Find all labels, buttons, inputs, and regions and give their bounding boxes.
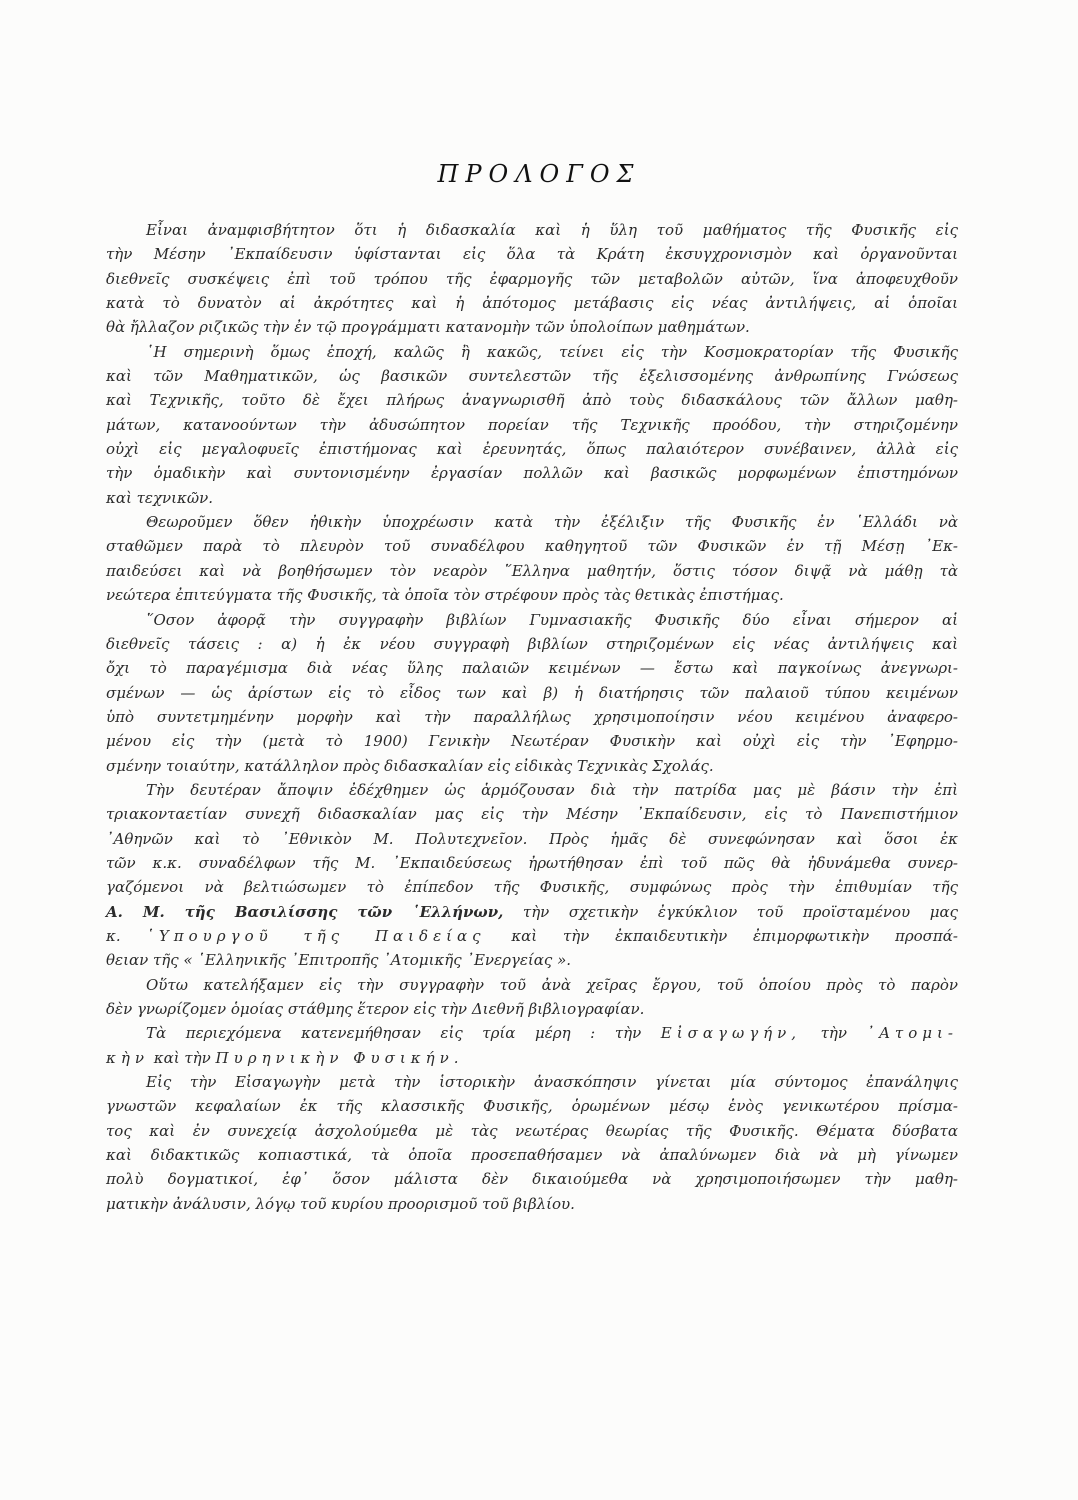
text-line: Εἶναι ἀναμφισβήτητον ὅτι ἡ διδασκαλία καὶ ἡ ὕλη τοῦ μαθήματος τῆς Φυσικῆς εἰς — [146, 221, 958, 239]
text-line: Εἰς τὴν Εἰσαγωγὴν μετὰ τὴν ἱστορικὴν ἀνασκόπησιν γίνεται μία σύντομος ἐπανάληψις — [146, 1073, 958, 1092]
text-line: ὄχι τὸ παραγέμισμα διὰ νέας ὕλης παλαιῶν κειμένων — ἔστω καὶ παγκοίνως ἀνεγνωρι- — [106, 659, 958, 678]
text-line: σμένην τοιαύτην, κατάλληλον πρὸς διδασκαλίαν εἰς εἰδικὰς Τεχνικὰς Σχολάς. — [106, 756, 714, 775]
preface-body — [106, 218, 958, 1216]
text-line: μάτων, κατανοούντων τὴν ἀδυσώπητον πορείαν τῆς Τεχνικῆς προόδου, τὴν στηριζομένην — [106, 415, 958, 434]
text-line: σμένων — ὡς ἀρίστων εἰς τὸ εἶδος των καὶ β) ἡ διατήρησις τῶν παλαιοῦ τύπου κειμένων — [106, 683, 958, 702]
text-line: ῾Η σημερινὴ ὅμως ἐποχή, καλῶς ἢ κακῶς, τείνει εἰς τὴν Κοσμοκρατορίαν τῆς Φυσικῆς — [146, 342, 958, 361]
text-line: Θεωροῦμεν ὅθεν ἠθικὴν ὑποχρέωσιν κατὰ τὴν ἐξέλιξιν τῆς Φυσικῆς ἐν ῾Ελλάδι νὰ — [146, 513, 958, 532]
part-introduction: Εἰσαγωγήν, — [660, 1024, 802, 1043]
queen-line-rest: τὴν σχετικὴν ἐγκύκλιον τοῦ προϊσταμένου μας — [522, 902, 958, 921]
text-line — [106, 900, 958, 924]
ministry-line-rest: καὶ τὴν ἐκπαιδευτικὴν ἐπιμορφωτικὴν προσπά- — [511, 926, 958, 945]
text-line: ματικὴν ἀνάλυσιν, λόγῳ τοῦ κυρίου προορισμοῦ τοῦ βιβλίου. — [106, 1194, 575, 1213]
parts-line-joiner: καὶ τὴν — [153, 1048, 211, 1067]
part-nuclear: Πυρηνικὴν Φυσικήν. — [215, 1048, 464, 1067]
text-line: τὴν Μέσην ᾿Εκπαίδευσιν ὑφίστανται εἰς ὅλα τὰ Κράτη ἐκσυγχρονισμὸν καὶ ὀργανοῦνται — [106, 245, 958, 264]
text-line: θὰ ἤλλαζον ριζικῶς τὴν ἐν τῷ προγράμματι κατανομὴν τῶν ὑπολοίπων μαθημάτων. — [106, 318, 750, 337]
ministry-prefix: κ. — [106, 926, 121, 945]
text-line: κατὰ τὸ δυνατὸν αἱ ἀκρότητες καὶ ἡ ἀπότομος μετάβασις εἰς νέας ἀντιλήψεις, αἱ ὁποῖαι — [106, 294, 958, 313]
text-line: καὶ τεχνικῶν. — [106, 488, 214, 507]
text-line — [106, 1046, 958, 1070]
parts-line-start: Τὰ περιεχόμενα κατενεμήθησαν εἰς τρία μέρη : τὴν — [146, 1024, 642, 1043]
text-line: θειαν τῆς « ῾Ελληνικῆς ᾿Επιτροπῆς ᾿Ατομικῆς ᾿Ενεργείας ». — [106, 951, 572, 970]
text-line: ὑπὸ συντετμημένην μορφὴν καὶ τὴν παραλλήλως χρησιμοποίησιν νέου κειμένου ἀναφερο- — [106, 707, 958, 726]
text-line: πολὺ δογματικοί, ἐφ᾿ ὅσον μάλιστα δὲν δικαιούμεθα νὰ χρησιμοποιήσωμεν τὴν μαθη- — [106, 1170, 958, 1189]
page-title: ΠΡΟΛΟΓΟΣ — [437, 160, 641, 188]
text-line: Τὴν δευτέραν ἄποψιν ἐδέχθημεν ὡς ἁρμόζουσαν διὰ τὴν πατρίδα μας μὲ βάσιν τὴν ἐπὶ — [146, 780, 958, 799]
part-atomic-end: κὴν — [106, 1048, 149, 1067]
text-line: διεθνεῖς τάσεις : α) ἡ ἐκ νέου συγγραφὴ βιβλίων στηριζομένων εἰς νέας ἀντιλήψεις καὶ — [106, 634, 958, 653]
text-line: τῶν κ.κ. συναδέλφων τῆς Μ. ᾿Εκπαιδεύσεως ἠρωτήθησαν ἐπὶ τοῦ πῶς θὰ ἠδυνάμεθα συνερ- — [106, 853, 958, 872]
text-line: ῞Οσον ἀφορᾷ τὴν συγγραφὴν βιβλίων Γυμνασιακῆς Φυσικῆς δύο εἶναι σήμερον αἱ — [146, 610, 958, 629]
text-line — [106, 1021, 958, 1045]
queen-title: Α. Μ. τῆς Βασιλίσσης τῶν ῾Ελλήνων, — [106, 902, 504, 921]
text-line: καὶ Τεχνικῆς, τοῦτο δὲ ἔχει πλήρως ἀναγνωρισθῆ ἀπὸ τοὺς διδασκάλους τῶν ἄλλων μαθη- — [106, 391, 958, 410]
part-atomic: ᾿Ατομι- — [866, 1024, 958, 1043]
text-line: τος καὶ ἐν συνεχείᾳ ἀσχολούμεθα μὲ τὰς νεωτέρας θεωρίας τῆς Φυσικῆς. Θέματα δύσβατα — [106, 1121, 958, 1140]
text-line: τὴν ὁμαδικὴν καὶ συντονισμένην ἐργασίαν πολλῶν καὶ βασικῶς μορφωμένων ἐπιστημόνων — [106, 464, 958, 483]
text-line: γαζόμενοι νὰ βελτιώσωμεν τὸ ἐπίπεδον τῆς Φυσικῆς, συμφώνως πρὸς τὴν ἐπιθυμίαν τῆς — [106, 878, 958, 897]
text-line: διεθνεῖς συσκέψεις ἐπὶ τοῦ τρόπου τῆς ἐφαρμογῆς τῶν μεταβολῶν αὐτῶν, ἵνα ἀποφευχθοῦν — [106, 269, 958, 288]
text-line: οὐχὶ εἰς μεγαλοφυεῖς ἐπιστήμονας καὶ ἐρευνητάς, ὅπως παλαιότερον συνέβαινεν, ἀλλὰ εἰς — [106, 440, 958, 459]
text-line: γνωστῶν κεφαλαίων ἐκ τῆς κλασσικῆς Φυσικῆς, ὁρωμένων μέσῳ ἑνὸς γενικωτέρου πρίσμα- — [106, 1097, 958, 1116]
text-line: σταθῶμεν παρὰ τὸ πλευρὸν τοῦ συναδέλφου καθηγητοῦ τῶν Φυσικῶν ἐν τῇ Μέσῃ ᾿Εκ- — [106, 537, 958, 556]
text-line: νεώτερα ἐπιτεύγματα τῆς Φυσικῆς, τὰ ὁποῖα τὸν στρέφουν πρὸς τὰς θετικὰς ἐπιστήμας. — [106, 586, 784, 605]
text-line: τριακονταετίαν συνεχῆ διδασκαλίαν μας εἰς τὴν Μέσην ᾿Εκπαίδευσιν, εἰς τὸ Πανεπιστήμιον — [106, 805, 958, 824]
text-line: μένου εἰς τὴν (μετὰ τὸ 1900) Γενικὴν Νεωτέραν Φυσικὴν καὶ οὐχὶ εἰς τὴν ᾿Εφηρμο- — [106, 732, 958, 751]
text-line: Οὕτω κατελήξαμεν εἰς τὴν συγγραφὴν τοῦ ἀνὰ χεῖρας ἔργου, τοῦ ὁποίου πρὸς τὸ παρὸν — [146, 975, 958, 994]
text-line: καὶ τῶν Μαθηματικῶν, ὡς βασικῶν συντελεστῶν τῆς ἐξελισσομένης ἀνθρωπίνης Γνώσεως — [106, 367, 958, 386]
text-line: ᾿Αθηνῶν καὶ τὸ ᾿Εθνικὸν Μ. Πολυτεχνεῖον. Πρὸς ἡμᾶς δὲ συνεφώνησαν καὶ ὅσοι ἐκ — [106, 829, 958, 848]
parts-line-mid: τὴν — [820, 1024, 848, 1043]
text-line: καὶ διδακτικῶς κοπιαστικά, τὰ ὁποῖα προσεπαθήσαμεν νὰ ἀπαλύνωμεν διὰ νὰ μὴ γίνωμεν — [106, 1146, 958, 1165]
ministry-name: ῾Υπουργοῦ τῆς Παιδείας — [146, 926, 486, 945]
text-line: δὲν γνωρίζομεν ὁμοίας στάθμης ἕτερον εἰς τὴν Διεθνῆ βιβλιογραφίαν. — [106, 1000, 645, 1018]
text-line: παιδεύσει καὶ νὰ βοηθήσωμεν τὸν νεαρὸν ῞Ελληνα μαθητήν, ὅστις τόσον διψᾷ νὰ μάθῃ τὰ — [106, 561, 958, 580]
text-line — [106, 924, 958, 948]
